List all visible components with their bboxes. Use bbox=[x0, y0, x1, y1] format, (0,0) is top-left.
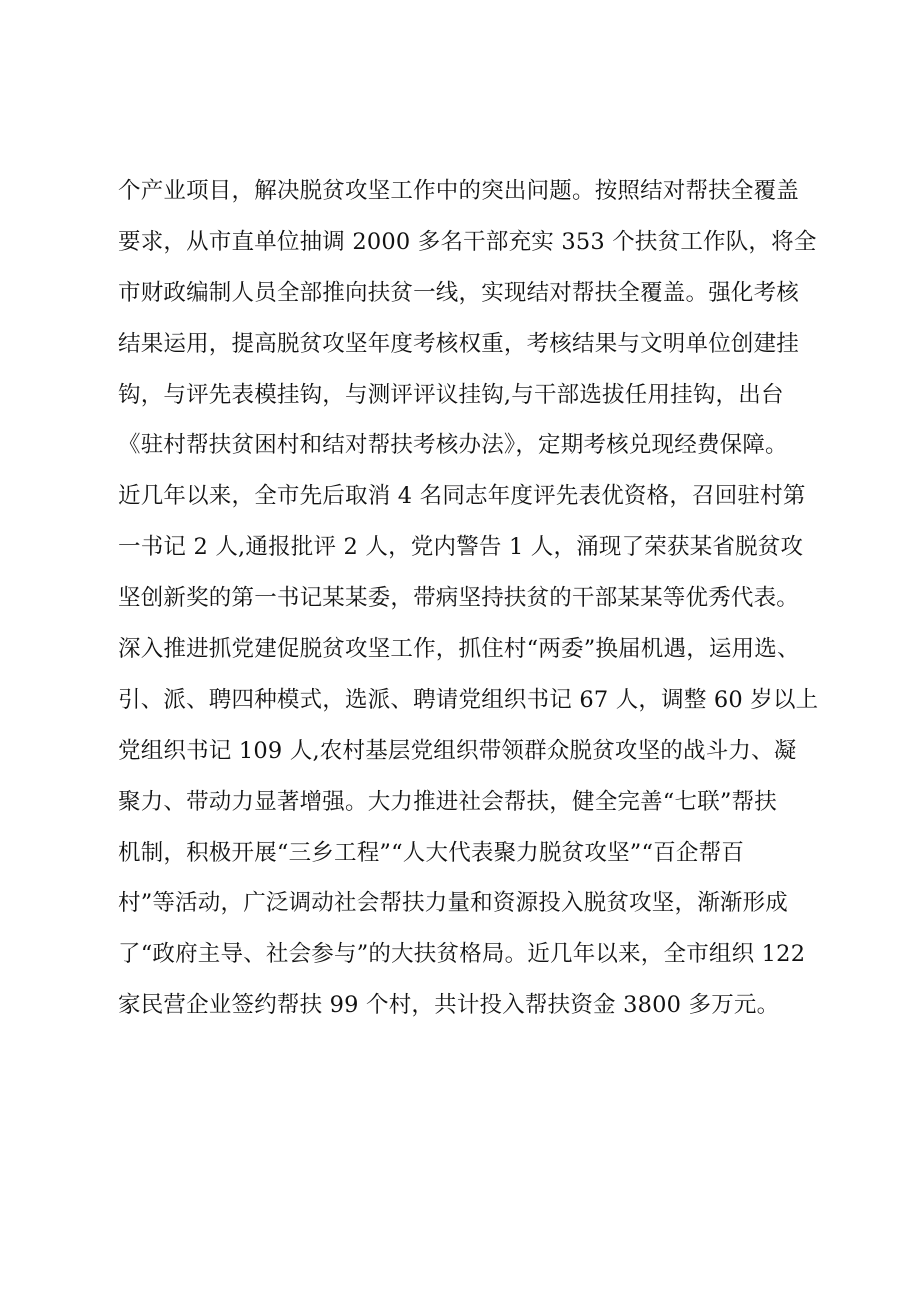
body-text bbox=[118, 166, 838, 1031]
text-line-13: 聚力、带动力显著增强。大力推进社会帮扶，健全完善“七联”帮扶 bbox=[118, 788, 778, 815]
text-line-3: 市财政编制人员全部推向扶贫一线，实现结对帮扶全覆盖。强化考核 bbox=[118, 279, 800, 306]
text-line-8: 一书记 2 人,通报批评 2 人，党内警告 1 人，涌现了荣获某省脱贫攻 bbox=[118, 534, 804, 561]
text-line-9: 坚创新奖的第一书记某某委，带病坚持扶贫的干部某某等优秀代表。 bbox=[118, 585, 800, 612]
text-line-14: 机制，积极开展“三乡工程”“人大代表聚力脱贫攻坚”“百企帮百 bbox=[118, 839, 745, 866]
text-line-5: 钩，与评先表模挂钩，与测评评议挂钩,与干部选拔任用挂钩，出台 bbox=[118, 381, 784, 408]
text-line-11: 引、派、聘四种模式，选派、聘请党组织书记 67 人，调整 60 岁以上 bbox=[118, 686, 819, 713]
text-line-10: 深入推进抓党建促脱贫攻坚工作，抓住村“两委”换届机遇，运用选、 bbox=[118, 636, 800, 663]
text-line-2: 要求，从市直单位抽调 2000 多名干部充实 353 个扶贫工作队，将全 bbox=[118, 228, 817, 255]
text-line-17: 家民营企业签约帮扶 99 个村，共计投入帮扶资金 3800 多万元。 bbox=[118, 992, 780, 1019]
text-line-16: 了“政府主导、社会参与”的大扶贫格局。近几年以来，全市组织 122 bbox=[118, 941, 806, 968]
text-line-4: 结果运用，提高脱贫攻坚年度考核权重，考核结果与文明单位创建挂 bbox=[118, 330, 800, 357]
text-line-15: 村”等活动，广泛调动社会帮扶力量和资源投入脱贫攻坚，渐渐形成 bbox=[118, 890, 789, 917]
text-line-6: 《驻村帮扶贫困村和结对帮扶考核办法》，定期考核兑现经费保障。 bbox=[118, 432, 788, 459]
text-line-7: 近几年以来，全市先后取消 4 名同志年度评先表优资格，召回驻村第 bbox=[118, 483, 806, 510]
text-line-12: 党组织书记 109 人,农村基层党组织带领群众脱贫攻坚的战斗力、凝 bbox=[118, 737, 797, 764]
text-line-1: 个产业项目，解决脱贫攻坚工作中的突出问题。按照结对帮扶全覆盖 bbox=[118, 178, 800, 204]
